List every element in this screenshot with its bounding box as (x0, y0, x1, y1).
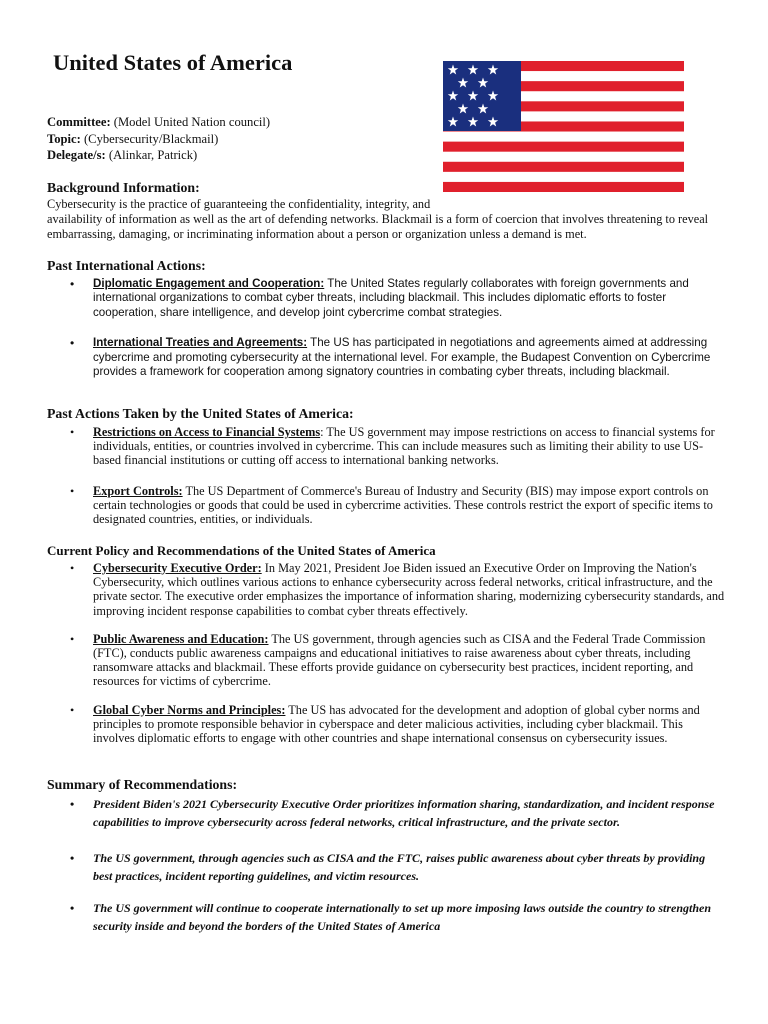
us-flag-icon (443, 61, 684, 192)
topic-label: Topic: (47, 131, 81, 146)
summary-heading: Summary of Recommendations: (47, 777, 238, 792)
flag-stripe (443, 142, 684, 152)
item-heading: Global Cyber Norms and Principles: (93, 702, 286, 717)
bullet-icon: • (70, 851, 75, 865)
background-heading: Background Information: (47, 180, 200, 195)
item-text: The US government, through agencies such as CISA and the FTC, raises public awareness about cyber threats by providing best practices, incident reporting guidelines, and victim resources. (93, 851, 706, 883)
background-line-1: Cybersecurity is the practice of guaranteeing the confidentiality, integrity, and (47, 197, 431, 211)
item-text: The United States regularly collaborates with foreign governments and international organizations to combat cyber threats, including blackmail. This includes diplomatic efforts to foster cooperation, share intelligence, and develop joint cybercrime combat strategies. (93, 277, 689, 319)
flag-stripe (443, 152, 684, 162)
item-text: The US has participated in negotiations and agreements aimed at addressing cybercrime and promoting cybersecurity at the international level. For example, the Budapest Convention on Cybercrime provides a framework for cooperation among signatory countries in combating cyber threats, including blackmail. (93, 336, 711, 379)
committee-line (47, 114, 270, 131)
document-meta (47, 114, 270, 164)
bullet-icon: • (70, 797, 75, 811)
past-us-heading: Past Actions Taken by the United States of America: (47, 406, 354, 421)
list-item (47, 336, 727, 379)
past-us-list (47, 425, 727, 526)
list-item (47, 849, 727, 885)
topic-value: (Cybersecurity/Blackmail) (80, 131, 219, 146)
flag-stripe (443, 162, 684, 172)
background-line-2: availability of information as well as the art of defending networks. Blackmail is a form of coercion that involves threatening to reveal embarrassing, damaging, or incriminating information about a person or organization unless a demand is met. (47, 211, 709, 241)
item-text: President Biden's 2021 Cybersecurity Executive Order prioritizes information sharing, standardization, and incident response capabilities to improve cybersecurity across federal networks, critical infrastructure, and the private sector. (93, 797, 715, 829)
item-text: In May 2021, President Joe Biden issued an Executive Order on Improving the Nation's Cybersecurity, which outlines various actions to enhance cybersecurity across federal networks, critical infrastructure, and the private sector. The executive order emphasizes the importance of information sharing, modernizing cybersecurity standards, and improving incident response capabilities to combat cyber threats effectively. (93, 561, 725, 618)
list-item (47, 425, 727, 468)
delegates-label: Delegate/s: (47, 148, 106, 162)
delegates-line (47, 147, 270, 164)
list-item (47, 484, 727, 527)
list-item (47, 561, 727, 618)
committee-label: Committee: (47, 115, 111, 129)
bullet-icon: • (70, 277, 75, 291)
flag-stripe (443, 132, 684, 142)
item-heading: Restrictions on Access to Financial Systems (93, 425, 321, 439)
item-heading: Diplomatic Engagement and Cooperation: (93, 277, 325, 290)
past-international-heading: Past International Actions: (47, 258, 206, 273)
bullet-icon: • (70, 702, 75, 717)
list-item (47, 632, 727, 689)
topic-line (47, 131, 270, 148)
item-text: The US Department of Commerce's Bureau of Industry and Security (BIS) may impose export controls on certain technologies or goods that could be used in cybercrime activities. These controls restrict the export of specific items to designated countries, entities, or individuals. (93, 483, 713, 527)
bullet-icon: • (70, 425, 75, 439)
current-policy-heading: Current Policy and Recommendations of the United States of America (47, 543, 436, 558)
list-item (47, 703, 727, 746)
item-text: The US government, through agencies such as CISA and the Federal Trade Commission (FTC), conducts public awareness campaigns and educational initiatives to raise awareness about cyber threats, including ransomware attacks and blackmail. These efforts provide guidance on cybersecurity best practices, incident reporting, and resources for victims of cybercrime. (93, 631, 706, 689)
background-paragraph (47, 197, 719, 241)
item-heading: International Treaties and Agreements: (93, 336, 308, 350)
bullet-icon: • (70, 901, 75, 915)
list-item (47, 795, 727, 831)
committee-value: (Model United Nation council) (110, 115, 271, 129)
bullet-icon: • (70, 336, 75, 351)
item-heading: Export Controls: (93, 483, 183, 498)
bullet-icon: • (70, 631, 75, 646)
item-heading: Public Awareness and Education: (93, 631, 269, 646)
flag-stripe (443, 182, 684, 192)
flag-stripe (443, 172, 684, 182)
item-heading: Cybersecurity Executive Order: (93, 561, 262, 575)
current-policy-list (47, 561, 727, 745)
past-international-list (47, 277, 727, 379)
list-item (47, 277, 727, 320)
item-text: : The US government may impose restrictions on access to financial systems for individuals, entities, or countries involved in cybercrime. This can include measures such as limiting their ability to use US-based financial institutions or cutting off access to international banking networks. (93, 425, 715, 468)
bullet-icon: • (70, 483, 75, 498)
delegates-value: (Alinkar, Patrick) (105, 148, 198, 162)
item-text: The US has advocated for the development and adoption of global cyber norms and principles to promote responsible behavior in cyberspace and deter malicious activities, including cyber blackmail. This involves diplomatic efforts to engage with other countries and shape international consensus on cybersecurity issues. (93, 702, 700, 746)
page-title: United States of America (53, 50, 293, 75)
item-text: The US government will continue to cooperate internationally to set up more imposing laws outside the country to strengthen security inside and beyond the borders of the United States of America (93, 901, 712, 933)
bullet-icon: • (70, 561, 75, 575)
summary-list (47, 795, 727, 935)
list-item (47, 899, 727, 935)
